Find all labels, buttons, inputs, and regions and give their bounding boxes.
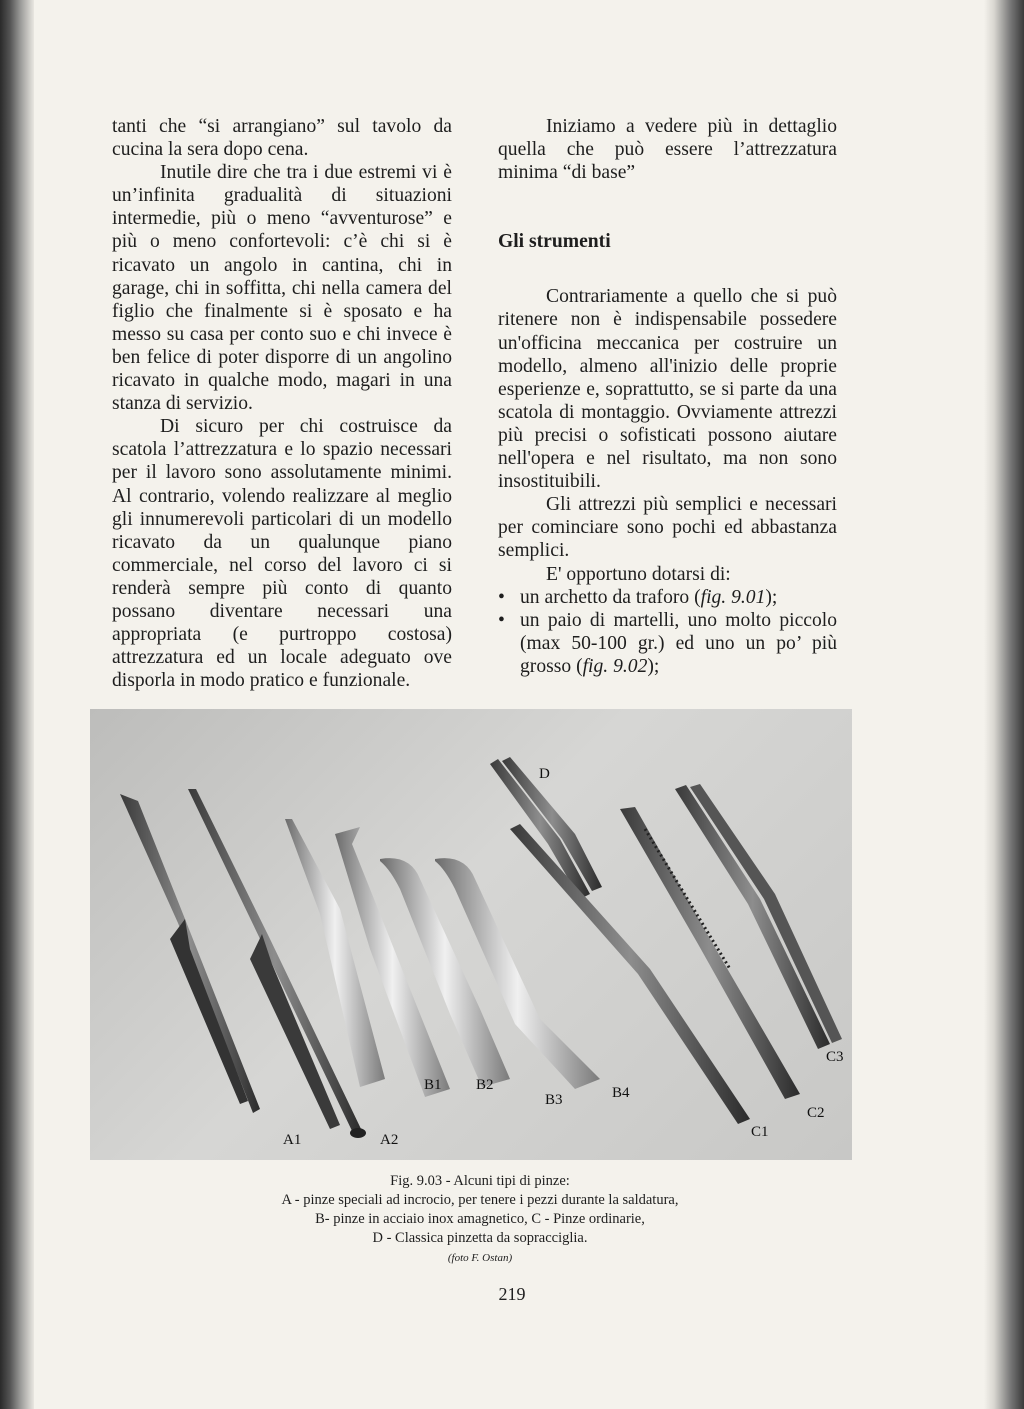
label-c1: C1 [751, 1124, 769, 1140]
paragraph: Contrariamente a quello che si può ritenere non è indispensabile possedere un'officina meccanica per costruire un modello, almeno all'inizio delle proprie esperienze e, soprattutto, se si parte da una scatola di montaggio. Ovviamente attrezzi più precisi o sofisticati possono aiutare nell'opera e nel risultato, ma non sono insostituibili. [498, 286, 837, 493]
label-c3: C3 [826, 1049, 844, 1065]
right-text-column [498, 115, 837, 678]
tweezers-illustration [90, 709, 852, 1160]
paragraph: Inutile dire che tra i due estremi vi è un’infinita gradualità di situazioni intermedie, più o meno “avventurose” e più o meno confortevoli: c’è chi si è ricavato un angolo in cantina, chi in garage, chi in soffitta, chi nella camera del figlio che finalmente si è sposato e ha messo su casa per conto suo e chi invece è ben felice di poter disporre di un angolino ricavato in qualche modo, magari in una stanza di servizio. [112, 162, 452, 415]
paragraph: Iniziamo a vedere più in dettaglio quella che può essere l’attrezzatura minima “di base” [498, 116, 837, 184]
section-heading: Gli strumenti [498, 231, 611, 253]
label-d: D [539, 766, 550, 782]
photo-credit: (foto F. Ostan) [447, 1252, 513, 1264]
label-b3: B3 [545, 1092, 563, 1108]
label-a1: A1 [283, 1132, 302, 1148]
bullet-icon: • [498, 609, 505, 631]
page-edge-shadow [984, 0, 1024, 1409]
caption-line: A - pinze speciali ad incrocio, per tenere i pezzi durante la saldatura, [281, 1192, 679, 1208]
list-item: • un archetto da traforo (fig. 9.01); [498, 586, 778, 608]
tweezers-a1 [120, 794, 260, 1113]
label-b4: B4 [612, 1085, 630, 1101]
paragraph: Gli attrezzi più semplici e necessari per cominciare sono pochi ed abbastanza semplici. [498, 494, 837, 562]
label-a2: A2 [380, 1132, 399, 1148]
paragraph: E' opportuno dotarsi di: [546, 563, 731, 585]
caption-line: D - Classica pinzetta da sopracciglia. [372, 1230, 588, 1246]
caption-line: Fig. 9.03 - Alcuni tipi di pinze: [390, 1173, 570, 1189]
label-b1: B1 [424, 1077, 442, 1093]
page-number: 219 [498, 1284, 526, 1304]
bullet-icon: • [498, 586, 505, 608]
tweezers-photo [90, 709, 852, 1160]
figure-caption [140, 1172, 820, 1248]
caption-line: B- pinze in acciaio inox amagnetico, C - Pinze ordinarie, [315, 1211, 645, 1227]
tweezers-c1 [510, 824, 750, 1124]
book-binding-shadow [0, 0, 34, 1409]
label-b2: B2 [476, 1077, 494, 1093]
figure-reference: fig. 9.02 [582, 655, 648, 677]
paragraph: Di sicuro per chi costruisce da scatola l’attrezzatura e lo spazio necessari per il lavoro sono assolutamente minimi. Al contrario, volendo realizzare al meglio gli innumerevoli particolari di un modello ricavato da un qualunque piano commerciale, nel corso del lavoro ci si renderà sempre più conto di quanto possano diventare necessari una appropriata (e purtroppo costosa) attrezzatura ed un locale adeguato ove disporla in modo pratico e funzionale. [112, 416, 452, 692]
tool-list [498, 586, 837, 678]
figure-reference: fig. 9.01 [700, 586, 766, 608]
left-text-column [112, 115, 452, 692]
label-c2: C2 [807, 1105, 825, 1121]
paragraph: tanti che “si arrangiano” sul tavolo da cucina la sera dopo cena. [112, 116, 452, 161]
tweezers-c3 [675, 784, 842, 1049]
list-item: • un paio di martelli, uno molto piccolo (max 50-100 gr.) ed uno un po’ più grosso (fig. 9.02); [498, 609, 837, 677]
